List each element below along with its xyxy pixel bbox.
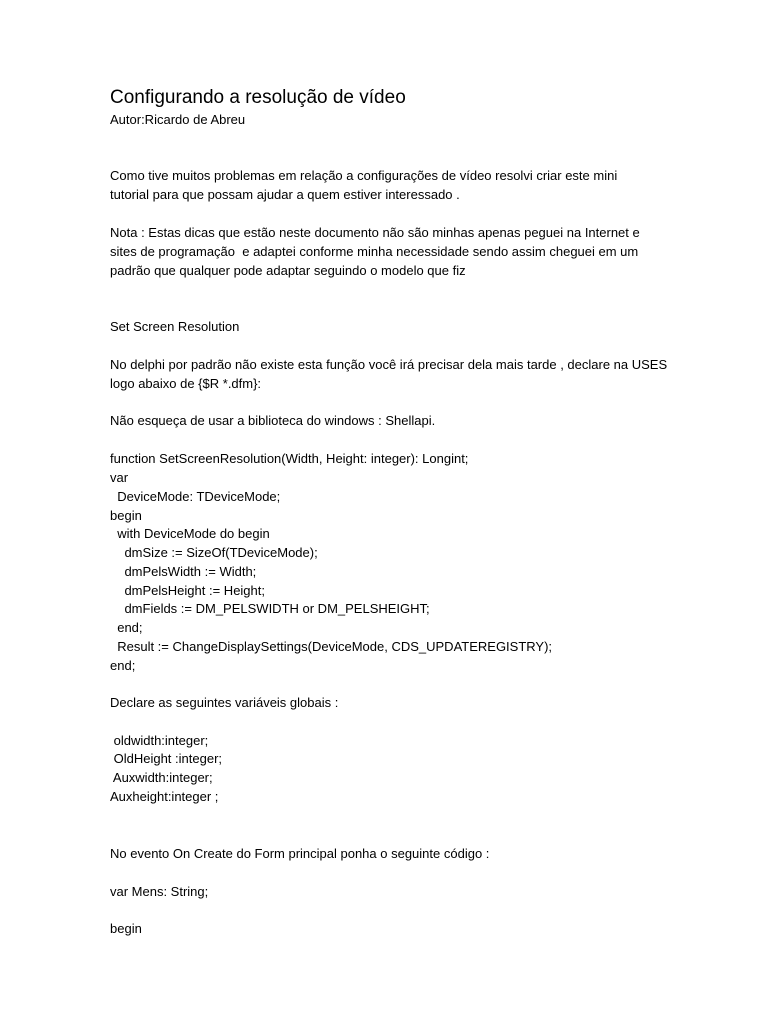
code-line: end; — [110, 620, 143, 635]
document-author: Autor:Ricardo de Abreu — [110, 112, 246, 127]
code-line: Result := ChangeDisplaySettings(DeviceMode, CDS_UPDATEREGISTRY); — [110, 639, 553, 654]
global-var-line: Auxwidth:integer; — [110, 770, 213, 785]
global-var-line: Auxheight:integer ; — [110, 789, 219, 804]
delphi-note-line: logo abaixo de {$R *.dfm}: — [110, 376, 262, 391]
code-line: dmPelsWidth := Width; — [110, 564, 257, 579]
code-line: var — [110, 470, 129, 485]
intro-line: tutorial para que possam ajudar a quem estiver interessado . — [110, 187, 460, 202]
note-line: sites de programação e adaptei conforme minha necessidade sendo assim cheguei em um — [110, 244, 639, 259]
global-var-line: oldwidth:integer; — [110, 733, 209, 748]
code-line: function SetScreenResolution(Width, Height: integer): Longint; — [110, 451, 469, 466]
code-line: dmPelsHeight := Height; — [110, 583, 265, 598]
code-line: with DeviceMode do begin — [110, 526, 270, 541]
delphi-note-line: No delphi por padrão não existe esta função você irá precisar dela mais tarde , declare na USES — [110, 357, 668, 372]
intro-line: Como tive muitos problemas em relação a configurações de vídeo resolvi criar este mini — [110, 168, 618, 183]
code-begin-line: begin — [110, 921, 142, 936]
note-line: Nota : Estas dicas que estão neste documento não são minhas apenas peguei na Internet e — [110, 225, 640, 240]
code-line: begin — [110, 508, 142, 523]
oncreate-heading: No evento On Create do Form principal ponha o seguinte código : — [110, 846, 490, 861]
note-line: padrão que qualquer pode adaptar seguindo o modelo que fiz — [110, 263, 466, 278]
code-line: dmFields := DM_PELSWIDTH or DM_PELSHEIGHT; — [110, 601, 430, 616]
code-line: end; — [110, 658, 136, 673]
code-line: dmSize := SizeOf(TDeviceMode); — [110, 545, 318, 560]
section-heading: Set Screen Resolution — [110, 319, 240, 334]
globals-heading: Declare as seguintes variáveis globais : — [110, 695, 339, 710]
library-note: Não esqueça de usar a biblioteca do windows : Shellapi. — [110, 413, 436, 428]
code-line: DeviceMode: TDeviceMode; — [110, 489, 281, 504]
code-var-line: var Mens: String; — [110, 884, 209, 899]
document-title: Configurando a resolução de vídeo — [110, 87, 406, 108]
global-var-line: OldHeight :integer; — [110, 751, 223, 766]
